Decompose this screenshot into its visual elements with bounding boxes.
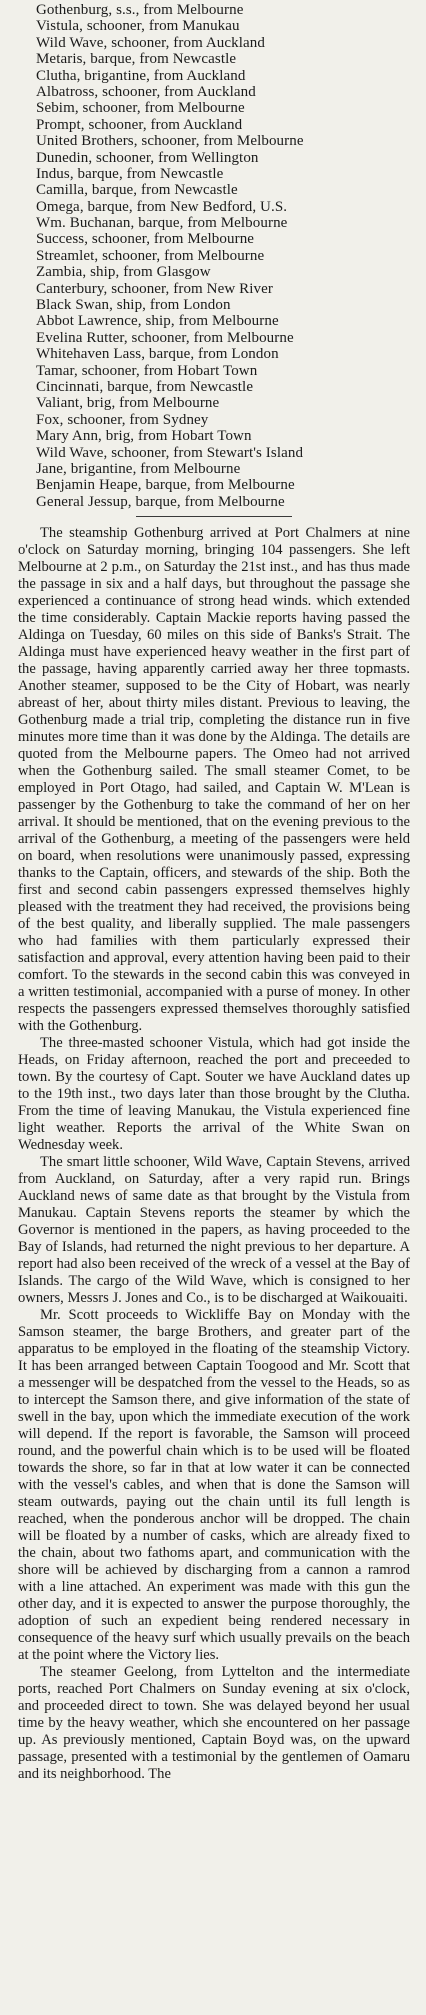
article-paragraph: The three-masted schooner Vistula, which had got inside the Heads, on Friday afternoon, reached the port and preceeded to town. By the courtesy of Capt. Souter we have Auckland dates up to the 19th inst., two days later than those brought by the Clutha. From the time of leaving Manukau, the Vistula experienced fine light weather. Reports the arrival of the White Swan on Wednesday week. [18,1035,410,1154]
arrival-entry: Whitehaven Lass, barque, from London [36,346,279,363]
arrival-entry: Wild Wave, schooner, from Stewart's Island [36,444,304,461]
arrival-entry: Success, schooner, from Melbourne [36,231,255,248]
arrival-entry: Clutha, brigantine, from Auckland [36,67,246,84]
shipping-news-article [18,525,410,1783]
arrival-entry: Sebim, schooner, from Melbourne [36,100,245,117]
arrival-entry: Jane, brigantine, from Melbourne [36,460,241,477]
arrival-entry: United Brothers, schooner, from Melbourne [36,133,304,150]
arrival-entry: Indus, barque, from Newcastle [36,165,224,182]
arrival-entry: Streamlet, schooner, from Melbourne [36,247,265,264]
arrival-entry: Albatross, schooner, from Auckland [36,83,256,100]
arrival-entry: Wild Wave, schooner, from Auckland [36,34,265,51]
arrival-entry: Metaris, barque, from Newcastle [36,51,237,68]
arrival-entry: Prompt, schooner, from Auckland [36,116,243,133]
article-paragraph: The steamer Geelong, from Lyttelton and the intermediate ports, reached Port Chalmers on Sunday evening at six o'clock, and proceeded direct to town. She was delayed beyond her usual time by the heavy weather, which she encountered on her passage up. As previously mentioned, Captain Boyd was, on the upward passage, presented with a testimonial by the gentlemen of Oamaru and its neighborhood. The [18,1664,410,1783]
arrival-entry: Vistula, schooner, from Manukau [36,18,240,35]
arrival-entry: Abbot Lawrence, ship, from Melbourne [36,313,279,330]
arrival-entry: Zambia, ship, from Glasgow [36,264,211,281]
shipping-arrivals-list [18,2,410,510]
arrival-entry: Camilla, barque, from Newcastle [36,182,238,199]
section-divider [136,516,292,517]
arrival-entry: Gothenburg, s.s., from Melbourne [36,2,244,18]
arrival-entry: Omega, barque, from New Bedford, U.S. [36,198,288,215]
arrival-entry: Canterbury, schooner, from New River [36,280,273,297]
arrival-entry: Valiant, brig, from Melbourne [36,395,220,412]
arrival-entry: Mary Ann, brig, from Hobart Town [36,428,252,445]
arrival-entry: General Jessup, barque, from Melbourne [36,493,285,510]
arrival-entry: Wm. Buchanan, barque, from Melbourne [36,215,288,232]
arrival-entry: Cincinnati, barque, from Newcastle [36,378,254,395]
arrival-entry: Evelina Rutter, schooner, from Melbourne [36,329,294,346]
article-paragraph: Mr. Scott proceeds to Wickliffe Bay on Monday with the Samson steamer, the barge Brothers, and greater part of the apparatus to be employed in the floating of the steamship Victory. It has been arranged between Captain Toogood and Mr. Scott that a messenger will be despatched from the vessel to the Heads, so as to intercept the Samson there, and give information of the state of swell in the bay, upon which the immediate execution of the work will depend. If the report is favorable, the Samson will proceed round, and the powerful chain which is to be used will be floated towards the shore, so far in that at low water it can be connected with the vessel's cables, and when that is done the Samson will steam outwards, paying out the chain until its full length is reached, when the ponderous anchor will be dropped. The chain will be floated by a number of casks, which are already fixed to the chain, about two fathoms apart, and communication with the shore will be achieved by discharging from a cannon a ramrod with a line attached. An experiment was made with this gun the other day, and it is expected to answer the purpose thoroughly, the adoption of such an expedient being rendered necessary in consequence of the heavy surf which usually prevails on the beach at the point where the Victory lies. [18,1307,410,1664]
arrival-entry: Tamar, schooner, from Hobart Town [36,362,258,379]
arrival-entry: Black Swan, ship, from London [36,297,231,314]
arrival-entry: Benjamin Heape, barque, from Melbourne [36,477,295,494]
arrival-entry: Fox, schooner, from Sydney [36,411,209,428]
article-paragraph: The steamship Gothenburg arrived at Port Chalmers at nine o'clock on Saturday morning, bringing 104 passengers. She left Melbourne at 2 p.m., on Saturday the 21st inst., and has thus made the passage in six and a half days, but throughout the passage she experienced a continuance of strong head winds. which extended the time considerably. Captain Mackie reports having passed the Aldinga on Tuesday, 60 miles on this side of Banks's Strait. The Aldinga must have experienced heavy weather in the first part of the passage, having apparently carried away her three topmasts. Another steamer, supposed to be the City of Hobart, was nearly abreast of her, about thirty miles distant. Previous to leaving, the Gothenburg made a trial trip, completing the distance run in five minutes more time than it was done by the Aldinga. The details are quoted from the Melbourne papers. The Omeo had not arrived when the Gothenburg sailed. The small steamer Comet, to be employed in Port Otago, had sailed, and Captain W. M'Lean is passenger by the Gothenburg to take the command of her on her arrival. It should be mentioned, that on the evening previous to the arrival of the Gothenburg, a meeting of the passengers were held on board, when resolutions were unanimously passed, expressing thanks to the Captain, officers, and stewards of the ship. Both the first and second cabin passengers expressed themselves highly pleased with the treatment they had received, the provisions being of the best quality, and liberally supplied. The male passengers who had families with them particularly expressed their satisfaction and approval, every attention having been paid to their comfort. To the stewards in the second cabin this was conveyed in a written testimonial, accompanied with a purse of money. In other respects the passengers expressed themselves thoroughly satisfied with the Gothenburg. [18,525,410,1035]
arrival-entry: Dunedin, schooner, from Wellington [36,149,259,166]
article-paragraph: The smart little schooner, Wild Wave, Captain Stevens, arrived from Auckland, on Saturday, after a very rapid run. Brings Auckland news of same date as that brought by the Vistula from Manukau. Captain Stevens reports the steamer by which the Governor is mentioned in the papers, as having proceeded to the Bay of Islands, had returned the night previous to her departure. A report had also been received of the wreck of a vessel at the Bay of Islands. The cargo of the Wild Wave, which is consigned to her owners, Messrs J. Jones and Co., is to be discharged at Waikouaiti. [18,1154,410,1307]
